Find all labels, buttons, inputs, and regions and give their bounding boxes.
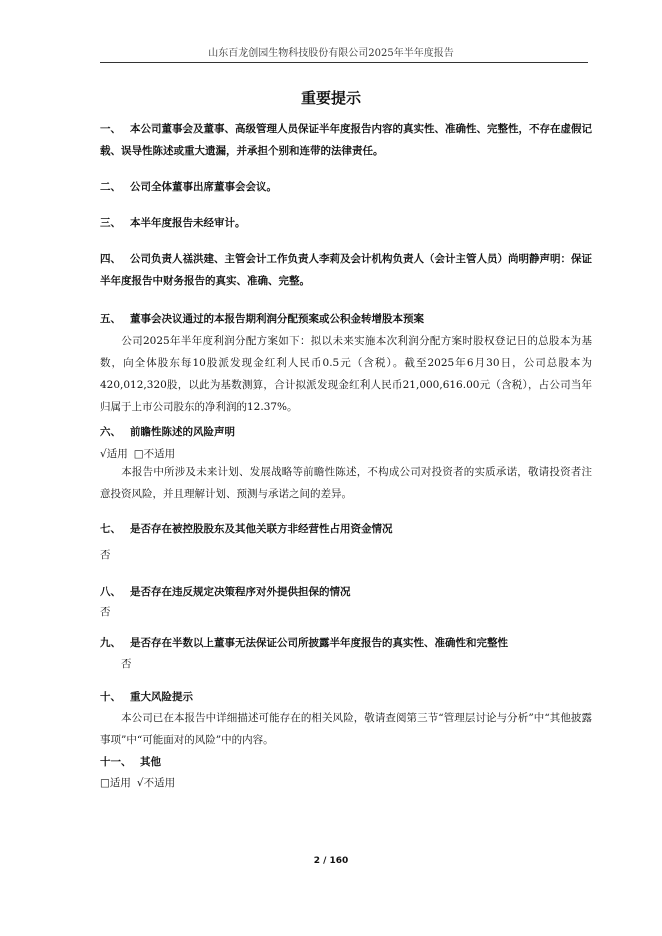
section-8-answer: 否 (100, 606, 111, 618)
section-9-heading (100, 632, 594, 654)
section-8-number: 八、 (100, 586, 121, 598)
section-1-number: 一、 (100, 123, 121, 135)
section-3-number: 三、 (100, 217, 121, 229)
section-11-text: 其他 (140, 756, 161, 768)
section-11-applicable-option: □适用 (100, 777, 131, 789)
section-2-number: 二、 (100, 181, 121, 193)
section-9-number: 九、 (100, 637, 121, 649)
section-11-options (100, 772, 181, 794)
section-6-applicable-option: √适用 (100, 448, 128, 460)
section-5-heading (100, 308, 594, 330)
section-7-number: 七、 (100, 523, 121, 535)
section-9-text: 是否存在半数以上董事无法保证公司所披露半年度报告的真实性、准确性和完整性 (130, 637, 508, 649)
section-10-body (100, 707, 592, 751)
section-5-body (100, 330, 592, 418)
running-header: 山东百龙创园生物科技股份有限公司2025年半年度报告 (208, 48, 454, 59)
section-6-body (100, 461, 592, 505)
section-3 (100, 212, 594, 234)
section-9-answer: 否 (121, 658, 132, 670)
section-6-not-applicable-option: □不适用 (133, 448, 176, 460)
section-11-not-applicable-option: √不适用 (136, 777, 176, 789)
section-10-number: 十、 (100, 691, 121, 703)
section-3-text: 本半年度报告未经审计。 (130, 217, 246, 229)
section-6-heading (100, 421, 594, 443)
section-10-heading (100, 686, 594, 708)
section-4-text: 公司负责人禚洪建、主管会计工作负责人李莉及会计机构负责人（会计主管人员）尚明静声明：保证半年度报告中财务报告的真实、准确、完整。 (100, 253, 592, 287)
section-2-text: 公司全体董事出席董事会会议。 (130, 181, 277, 193)
section-8-heading (100, 581, 594, 603)
section-6-number: 六、 (100, 426, 121, 438)
section-5-text: 董事会决议通过的本报告期利润分配预案或公积金转增股本预案 (130, 313, 424, 325)
section-2 (100, 176, 594, 198)
section-4-number: 四、 (100, 253, 121, 265)
section-5-body-text: 公司2025年半年度利润分配方案如下：拟以未来实施本次利润分配方案时股权登记日的总股本为基数，向全体股东每10股派发现金红利人民币0.5元（含税）。截至2025年6月30日，公司总股本为420,012,320股，以此为基数测算，合计拟派发现金红利人民币21,000,616.00元（含税），占公司当年归属于上市公司股东的净利润的12.37%。 (100, 335, 592, 413)
page-title: 重要提示 (300, 89, 361, 107)
section-7-text: 是否存在被控股股东及其他关联方非经营性占用资金情况 (130, 523, 393, 535)
section-7-heading (100, 518, 594, 540)
section-10-text: 重大风险提示 (130, 691, 193, 703)
section-10-body-text: 本公司已在本报告中详细描述可能存在的相关风险，敬请查阅第三节“管理层讨论与分析”中“其他披露事项”中“可能面对的风险”中的内容。 (100, 712, 592, 746)
section-7-answer: 否 (100, 549, 111, 561)
section-6-text: 前瞻性陈述的风险声明 (130, 426, 235, 438)
section-5-number: 五、 (100, 313, 121, 325)
section-11-heading (100, 751, 594, 773)
section-1 (100, 118, 594, 162)
section-1-text: 本公司董事会及董事、高级管理人员保证半年度报告内容的真实性、准确性、完整性，不存在虚假记载、误导性陈述或重大遗漏，并承担个别和连带的法律责任。 (100, 123, 592, 157)
header-divider (100, 62, 588, 63)
section-11-number: 十一、 (100, 756, 132, 768)
section-4 (100, 248, 594, 292)
page-number: 2 / 160 (313, 856, 349, 866)
section-8-text: 是否存在违反规定决策程序对外提供担保的情况 (130, 586, 351, 598)
section-6-body-text: 本报告中所涉及未来计划、发展战略等前瞻性陈述，不构成公司对投资者的实质承诺，敬请投资者注意投资风险，并且理解计划、预测与承诺之间的差异。 (100, 466, 592, 500)
